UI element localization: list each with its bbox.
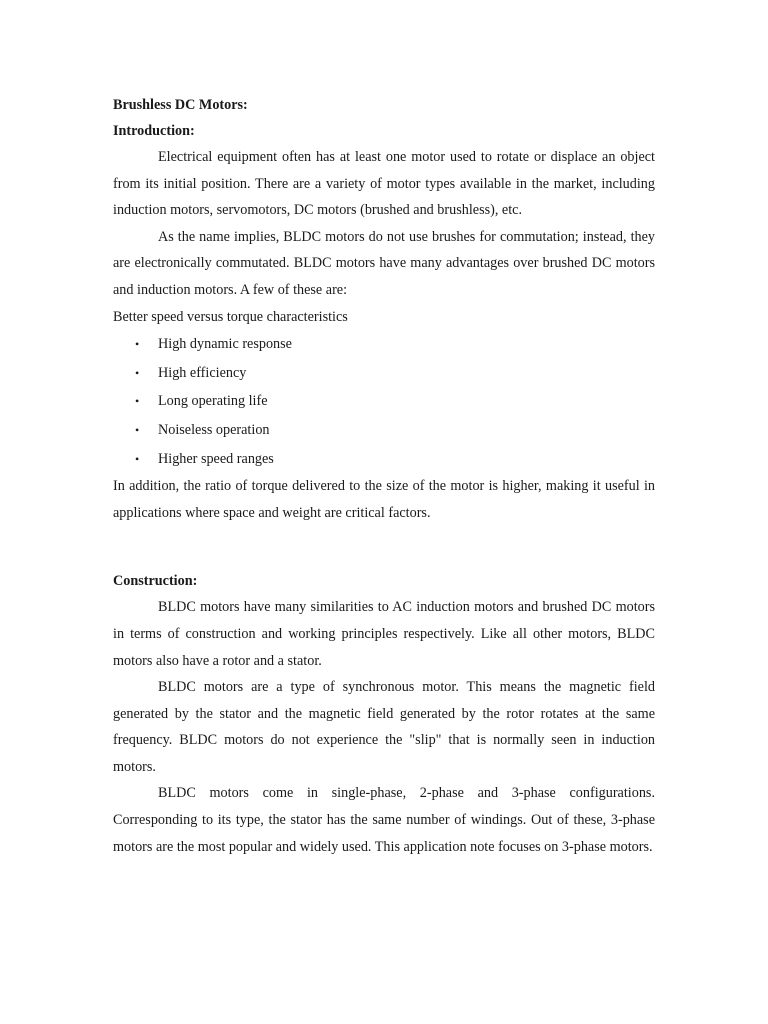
intro-paragraph-1: Electrical equipment often has at least one motor used to rotate or displace an object from its initial position. There are a variety of motor types available in the market, including induction motors, servomotors, DC motors (brushed and brushless), etc. bbox=[113, 149, 655, 219]
construction-paragraph-2: BLDC motors are a type of synchronous motor. This means the magnetic field generated by the stator and the magnetic field generated by the rotor rotates at the same frequency. BLDC motors do not experience the "slip" that is normally seen in induction motors. bbox=[113, 679, 655, 775]
document-page bbox=[113, 92, 655, 860]
list-item-label: Higher speed ranges bbox=[158, 450, 274, 467]
advantages-intro: Better speed versus torque characteristics bbox=[113, 308, 348, 325]
bullet-icon: • bbox=[135, 337, 140, 352]
bullet-icon: • bbox=[135, 422, 140, 437]
list-item bbox=[113, 445, 655, 474]
list-item bbox=[113, 330, 655, 359]
construction-heading: Construction: bbox=[113, 573, 198, 590]
bullet-icon: • bbox=[135, 365, 140, 380]
list-item-label: High efficiency bbox=[158, 364, 247, 381]
intro-paragraph-2: As the name implies, BLDC motors do not use brushes for commutation; instead, they are electronically commutated. BLDC motors have many advantages over brushed DC motors and induction motors. A few of these are: bbox=[113, 228, 655, 298]
list-item bbox=[113, 387, 655, 416]
closing-paragraph: In addition, the ratio of torque delivered to the size of the motor is higher, making it useful in applications where space and weight are critical factors. bbox=[113, 478, 655, 521]
construction-paragraph-1: BLDC motors have many similarities to AC induction motors and brushed DC motors in terms of construction and working principles respectively. Like all other motors, BLDC motors also have a rotor and a stator. bbox=[113, 599, 655, 669]
bullet-icon: • bbox=[135, 451, 140, 466]
document-title: Brushless DC Motors: bbox=[113, 97, 248, 113]
list-item-label: High dynamic response bbox=[158, 336, 292, 353]
section-spacer bbox=[113, 526, 655, 568]
list-item-label: Noiseless operation bbox=[158, 421, 270, 438]
list-item bbox=[113, 416, 655, 445]
advantages-list bbox=[113, 330, 655, 473]
bullet-icon: • bbox=[135, 394, 140, 409]
list-item-label: Long operating life bbox=[158, 393, 268, 410]
construction-paragraph-3: BLDC motors come in single-phase, 2-phase and 3-phase configurations. Corresponding to its type, the stator has the same number of windings. Out of these, 3-phase motors are the most popular and widely used. This application note focuses on 3-phase motors. bbox=[113, 785, 655, 855]
list-item bbox=[113, 359, 655, 388]
introduction-heading: Introduction: bbox=[113, 123, 195, 139]
